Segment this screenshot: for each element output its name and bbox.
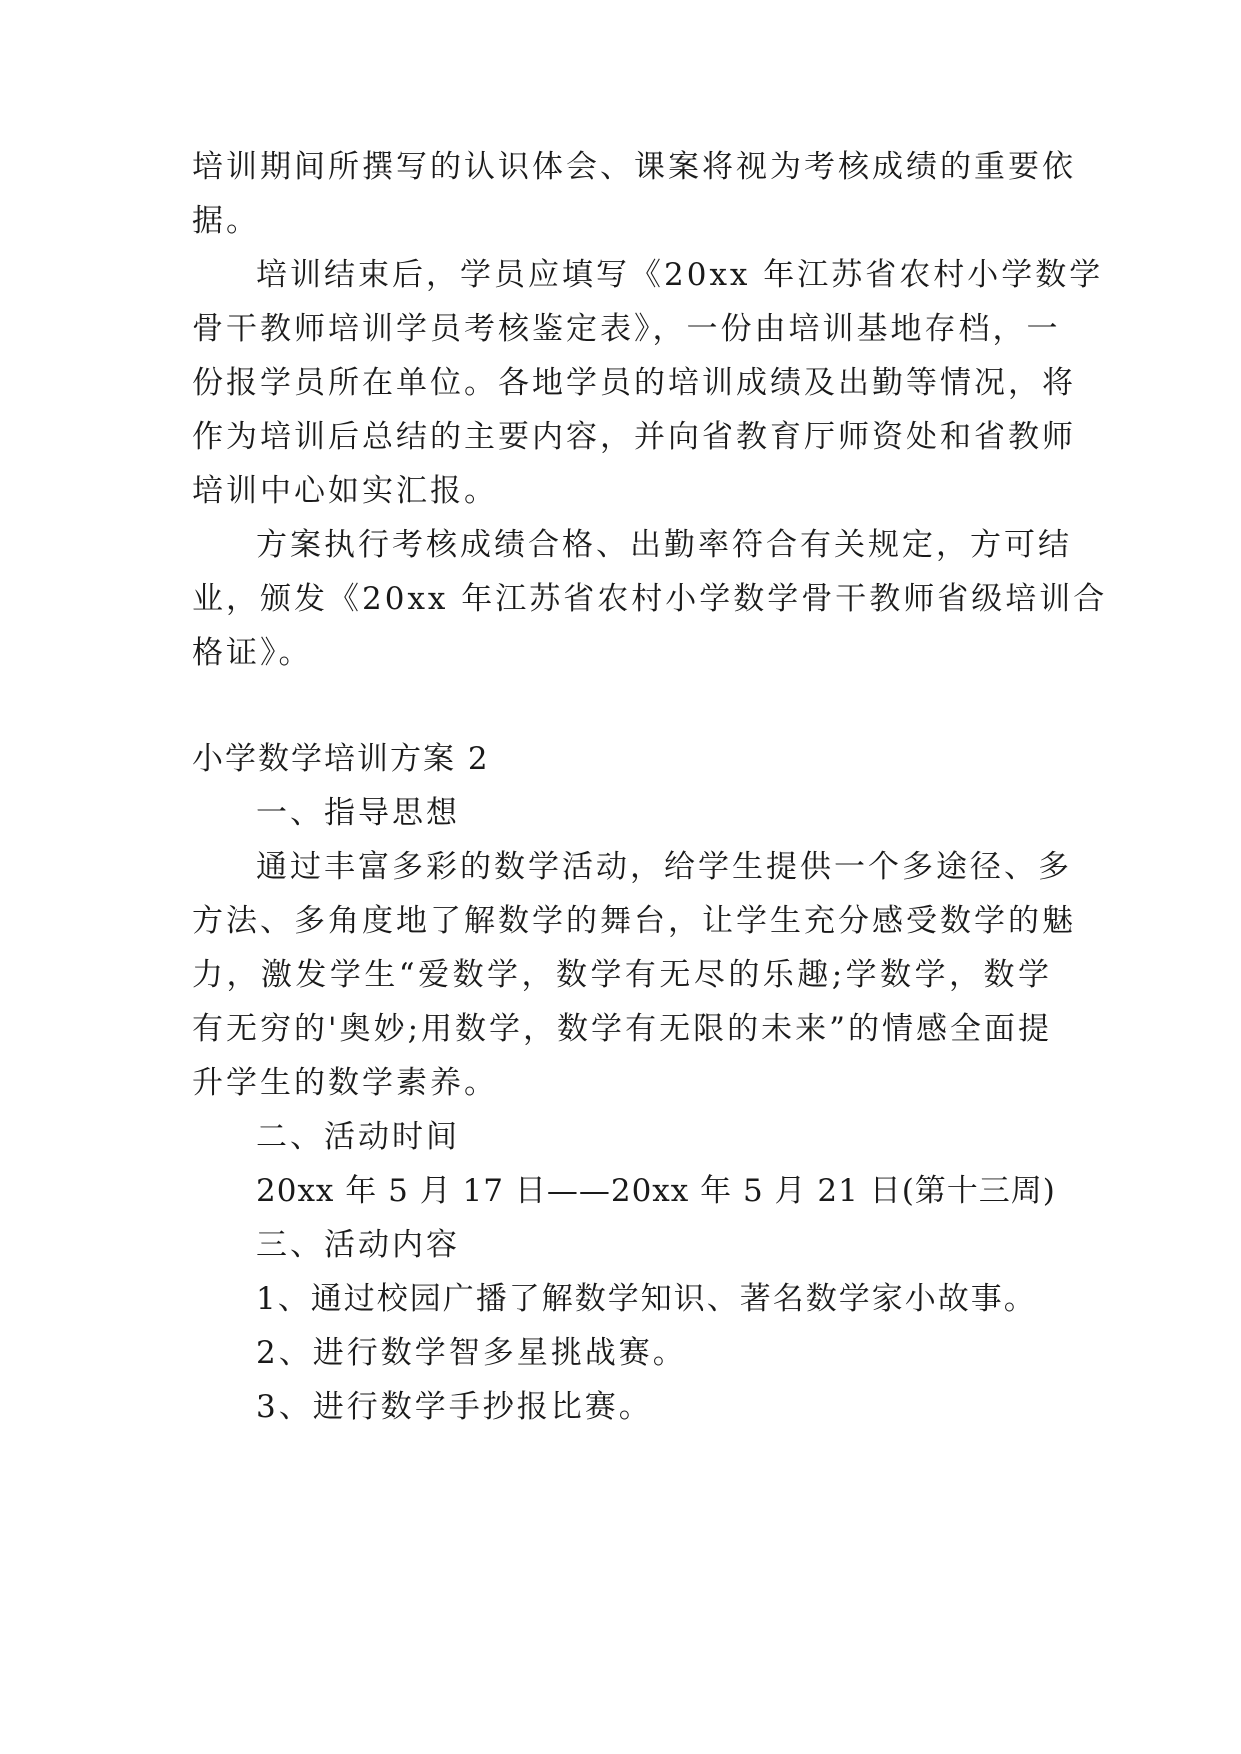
list-item: 1、通过校园广播了解数学知识、著名数学家小故事。 — [256, 1281, 1037, 1317]
paragraph-line: 培训期间所撰写的认识体会、课案将视为考核成绩的重要依 — [192, 149, 1076, 185]
paragraph-line: 方案执行考核成绩合格、出勤率符合有关规定，方可结 — [256, 527, 1072, 563]
paragraph-line: 骨干教师培训学员考核鉴定表》，一份由培训基地存档，一 — [192, 311, 1061, 347]
paragraph-line: 业，颁发《20xx 年江苏省农村小学数学骨干教师省级培训合 — [192, 581, 1108, 617]
list-item: 3、进行数学手抄报比赛。 — [256, 1389, 653, 1425]
paragraph-line: 作为培训后总结的主要内容，并向省教育厅师资处和省教师 — [192, 419, 1076, 455]
activity-time: 20xx 年 5 月 17 日——20xx 年 5 月 21 日(第十三周) — [256, 1173, 1056, 1209]
section-heading: 一、指导思想 — [256, 795, 460, 831]
paragraph-line: 据。 — [192, 203, 260, 239]
section-heading: 三、活动内容 — [256, 1227, 460, 1263]
paragraph-line: 份报学员所在单位。各地学员的培训成绩及出勤等情况，将 — [192, 365, 1076, 401]
section-heading: 二、活动时间 — [256, 1119, 460, 1155]
paragraph-line: 培训中心如实汇报。 — [192, 473, 498, 509]
paragraph-line: 有无穷的'奥妙;用数学，数学有无限的未来”的情感全面提 — [192, 1011, 1052, 1047]
paragraph-line: 培训结束后，学员应填写《20xx 年江苏省农村小学数学 — [256, 257, 1104, 293]
list-item: 2、进行数学智多星挑战赛。 — [256, 1335, 687, 1371]
paragraph-line: 格证》。 — [192, 635, 313, 671]
paragraph-line: 方法、多角度地了解数学的舞台，让学生充分感受数学的魅 — [192, 903, 1076, 939]
section-title: 小学数学培训方案 2 — [192, 741, 490, 777]
paragraph-line: 通过丰富多彩的数学活动，给学生提供一个多途径、多 — [256, 849, 1072, 885]
paragraph-line: 升学生的数学素养。 — [192, 1065, 498, 1101]
paragraph-line: 力，激发学生“爱数学，数学有无尽的乐趣;学数学，数学 — [192, 957, 1052, 993]
